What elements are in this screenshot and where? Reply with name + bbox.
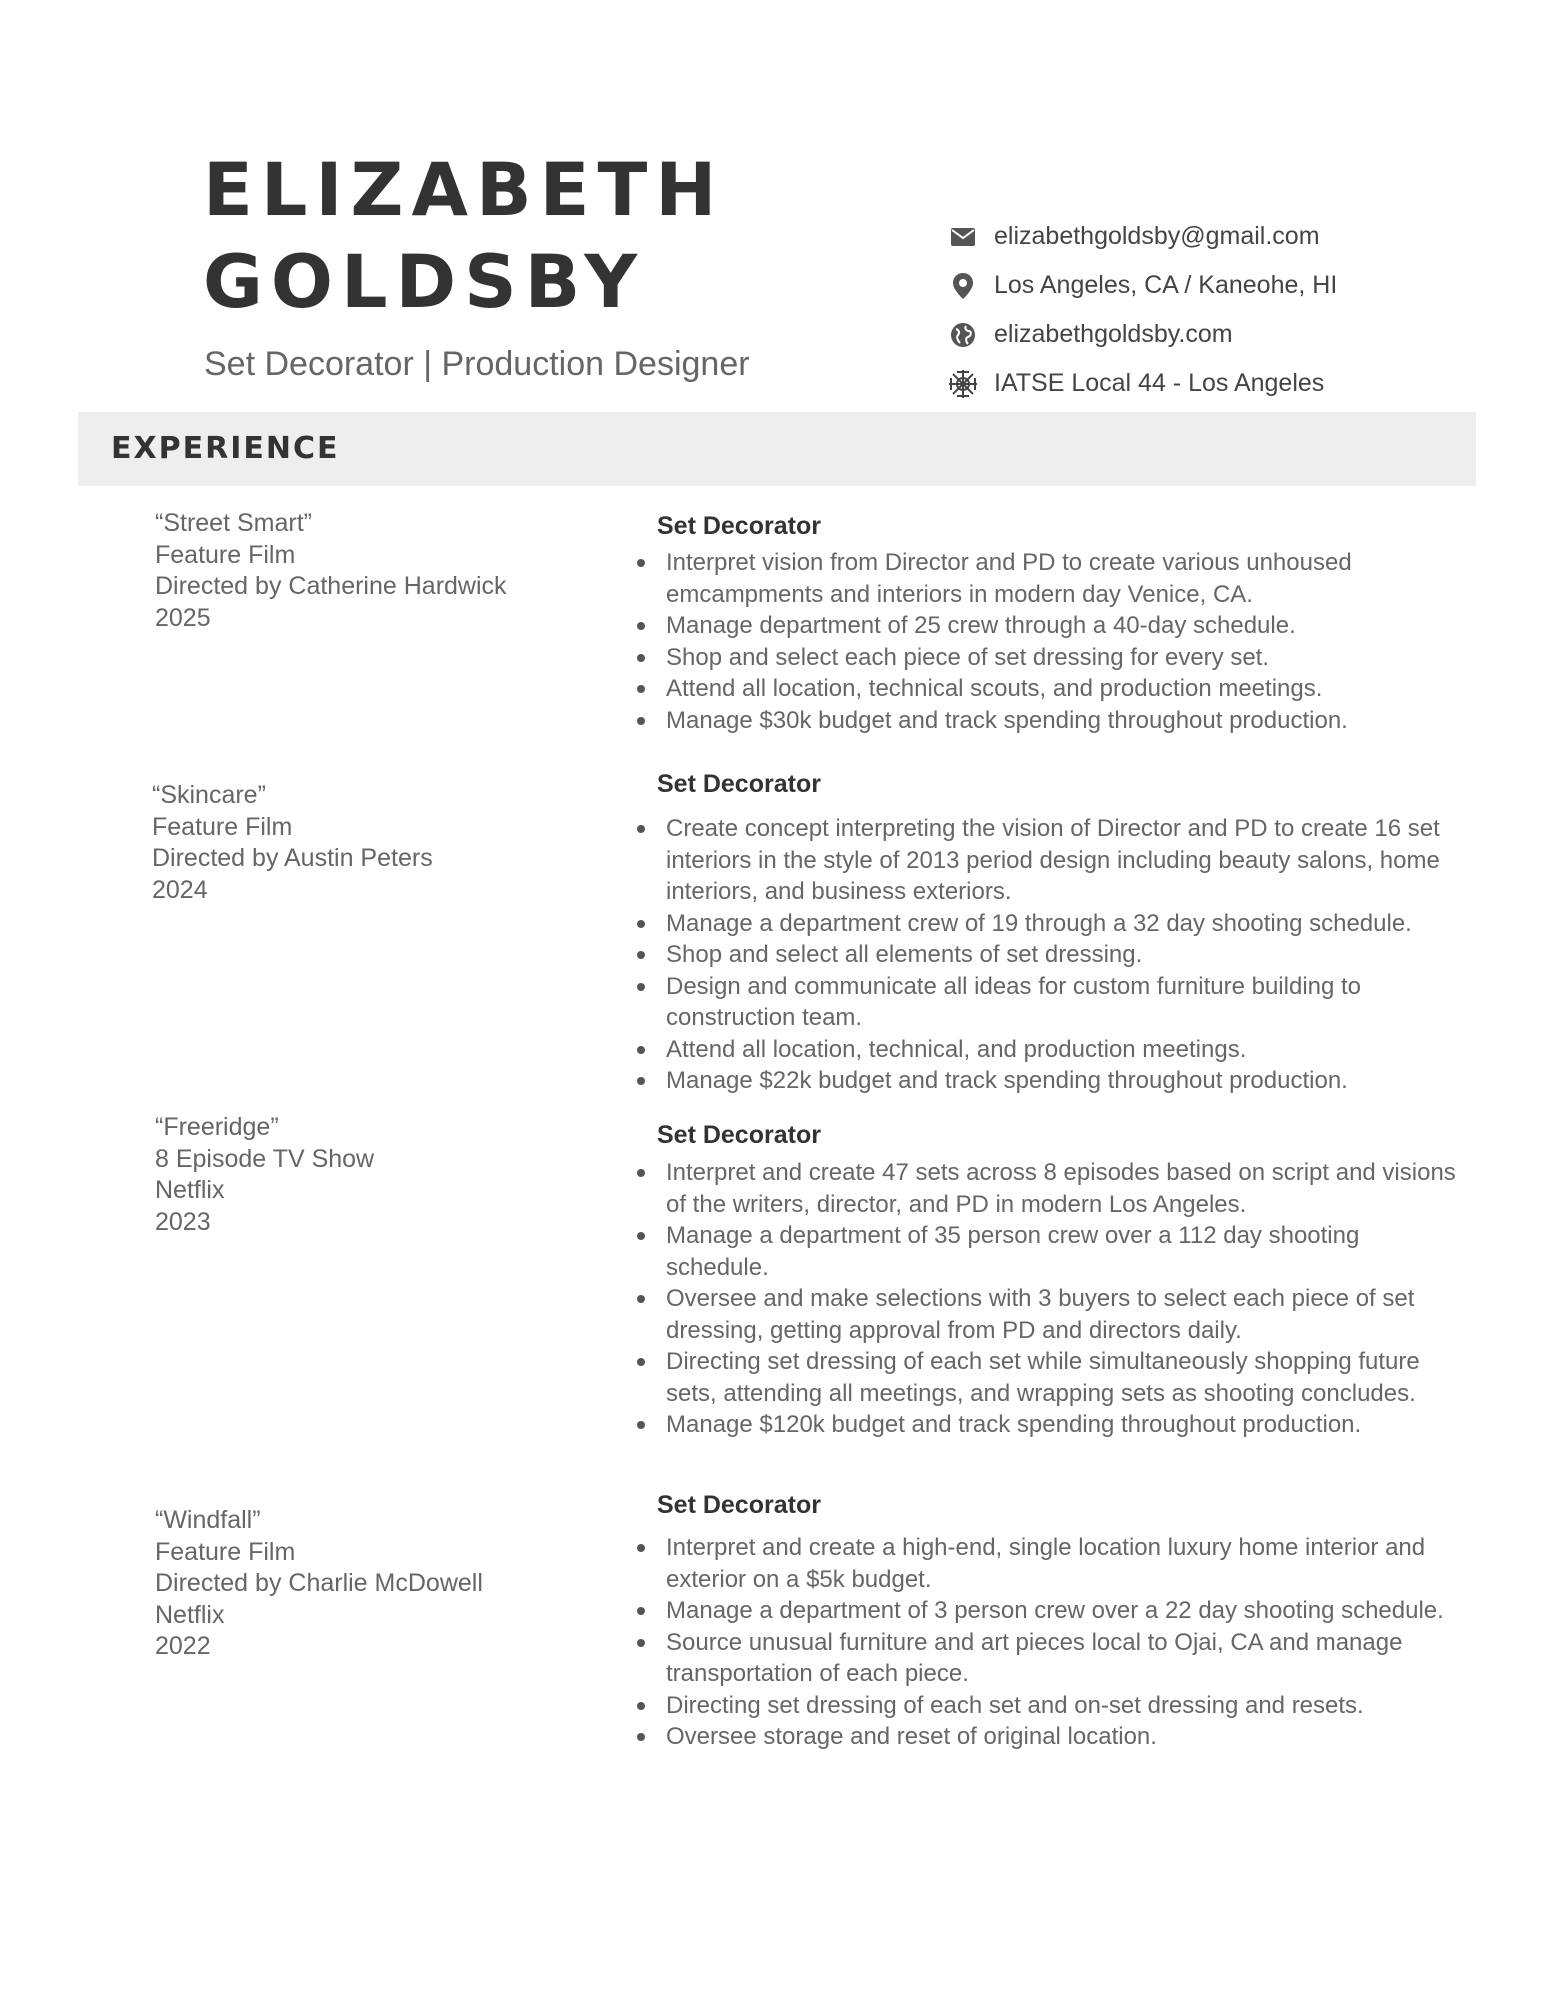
project-director: Directed by Catherine Hardwick [155, 572, 507, 600]
list-item: Design and communicate all ideas for custom furniture building to construction team. [666, 971, 1458, 1034]
project-year: 2024 [152, 875, 208, 904]
project-type: Feature Film [155, 540, 296, 569]
list-item: Manage a department of 35 person crew over a 112 day shooting schedule. [666, 1220, 1458, 1283]
website-link[interactable]: elizabethgoldsby.com [994, 320, 1233, 348]
job-role: Set Decorator [657, 512, 821, 540]
location-pin-icon [948, 271, 978, 301]
project-title: “Windfall” [155, 1506, 261, 1534]
list-item: Attend all location, technical, and production meetings. [666, 1034, 1458, 1066]
project-director: Directed by Charlie McDowell [155, 1569, 483, 1597]
project-title: “Street Smart” [155, 509, 312, 537]
duty-list [665, 813, 1458, 1097]
project-director: Directed by Austin Peters [152, 844, 433, 872]
duty-list [665, 1157, 1458, 1441]
contact-website [948, 310, 1337, 359]
location-text: Los Angeles, CA / Kaneohe, HI [994, 271, 1338, 299]
iatse-logo-icon [948, 369, 978, 399]
list-item: Oversee storage and reset of original location. [666, 1721, 1458, 1753]
project-network: Netflix [155, 1176, 225, 1204]
first-name: ELIZABETH [203, 148, 725, 233]
contact-email [948, 212, 1337, 261]
list-item: Directing set dressing of each set and on-set dressing and resets. [666, 1690, 1458, 1722]
list-item: Manage $30k budget and track spending throughout production. [666, 705, 1458, 737]
list-item: Shop and select all elements of set dressing. [666, 939, 1458, 971]
full-name [203, 145, 724, 329]
list-item: Source unusual furniture and art pieces local to Ojai, CA and manage transportation of each piece. [666, 1627, 1458, 1690]
project-network: Netflix [155, 1600, 225, 1629]
experience-section-header [78, 412, 1476, 486]
project-type: Feature Film [152, 812, 293, 841]
list-item: Manage department of 25 crew through a 40-day schedule. [666, 610, 1458, 642]
globe-icon [948, 320, 978, 350]
list-item: Manage $120k budget and track spending throughout production. [666, 1409, 1458, 1441]
project-year: 2023 [155, 1207, 211, 1236]
project-title: “Freeridge” [155, 1113, 279, 1141]
job-role: Set Decorator [657, 1491, 821, 1519]
list-item: Manage $22k budget and track spending throughout production. [666, 1065, 1458, 1097]
job-role: Set Decorator [657, 1121, 821, 1149]
project-type: 8 Episode TV Show [155, 1144, 375, 1173]
list-item: Interpret and create a high-end, single location luxury home interior and exterior on a $5k budget. [666, 1532, 1458, 1595]
list-item: Manage a department of 3 person crew over a 22 day shooting schedule. [666, 1595, 1458, 1627]
list-item: Manage a department crew of 19 through a 32 day shooting schedule. [666, 908, 1458, 940]
job-meta-street-smart [155, 508, 507, 634]
project-year: 2025 [155, 603, 211, 632]
project-year: 2022 [155, 1632, 211, 1660]
list-item: Interpret vision from Director and PD to create various unhoused emcampments and interiors in modern day Venice, CA. [666, 547, 1458, 610]
list-item: Directing set dressing of each set while simultaneously shopping future sets, attending all meetings, and wrapping sets as shooting concludes. [666, 1346, 1458, 1409]
project-title: “Skincare” [152, 781, 266, 809]
section-title: EXPERIENCE [111, 431, 340, 466]
union-text: IATSE Local 44 - Los Angeles [994, 369, 1325, 397]
duty-list [665, 547, 1458, 736]
contact-union [948, 359, 1337, 408]
list-item: Interpret and create 47 sets across 8 episodes based on script and visions of the writers, director, and PD in modern Los Angeles. [666, 1157, 1458, 1220]
job-meta-windfall [155, 1505, 483, 1663]
project-type: Feature Film [155, 1537, 296, 1566]
duty-list [665, 1532, 1458, 1753]
last-name: GOLDSBY [203, 240, 646, 325]
job-role: Set Decorator [657, 770, 821, 798]
contact-info [948, 212, 1337, 408]
mail-icon [948, 222, 978, 252]
list-item: Attend all location, technical scouts, and production meetings. [666, 673, 1458, 705]
email-link[interactable]: elizabethgoldsby@gmail.com [994, 222, 1320, 250]
list-item: Oversee and make selections with 3 buyers to select each piece of set dressing, getting approval from PD and directors daily. [666, 1283, 1458, 1346]
job-title: Set Decorator | Production Designer [204, 345, 750, 383]
job-meta-freeridge [155, 1112, 374, 1238]
list-item: Shop and select each piece of set dressing for every set. [666, 642, 1458, 674]
job-meta-skincare [152, 780, 433, 906]
contact-location [948, 261, 1337, 310]
list-item: Create concept interpreting the vision of Director and PD to create 16 set interiors in the style of 2013 period design including beauty salons, home interiors, and business exteriors. [666, 813, 1458, 908]
